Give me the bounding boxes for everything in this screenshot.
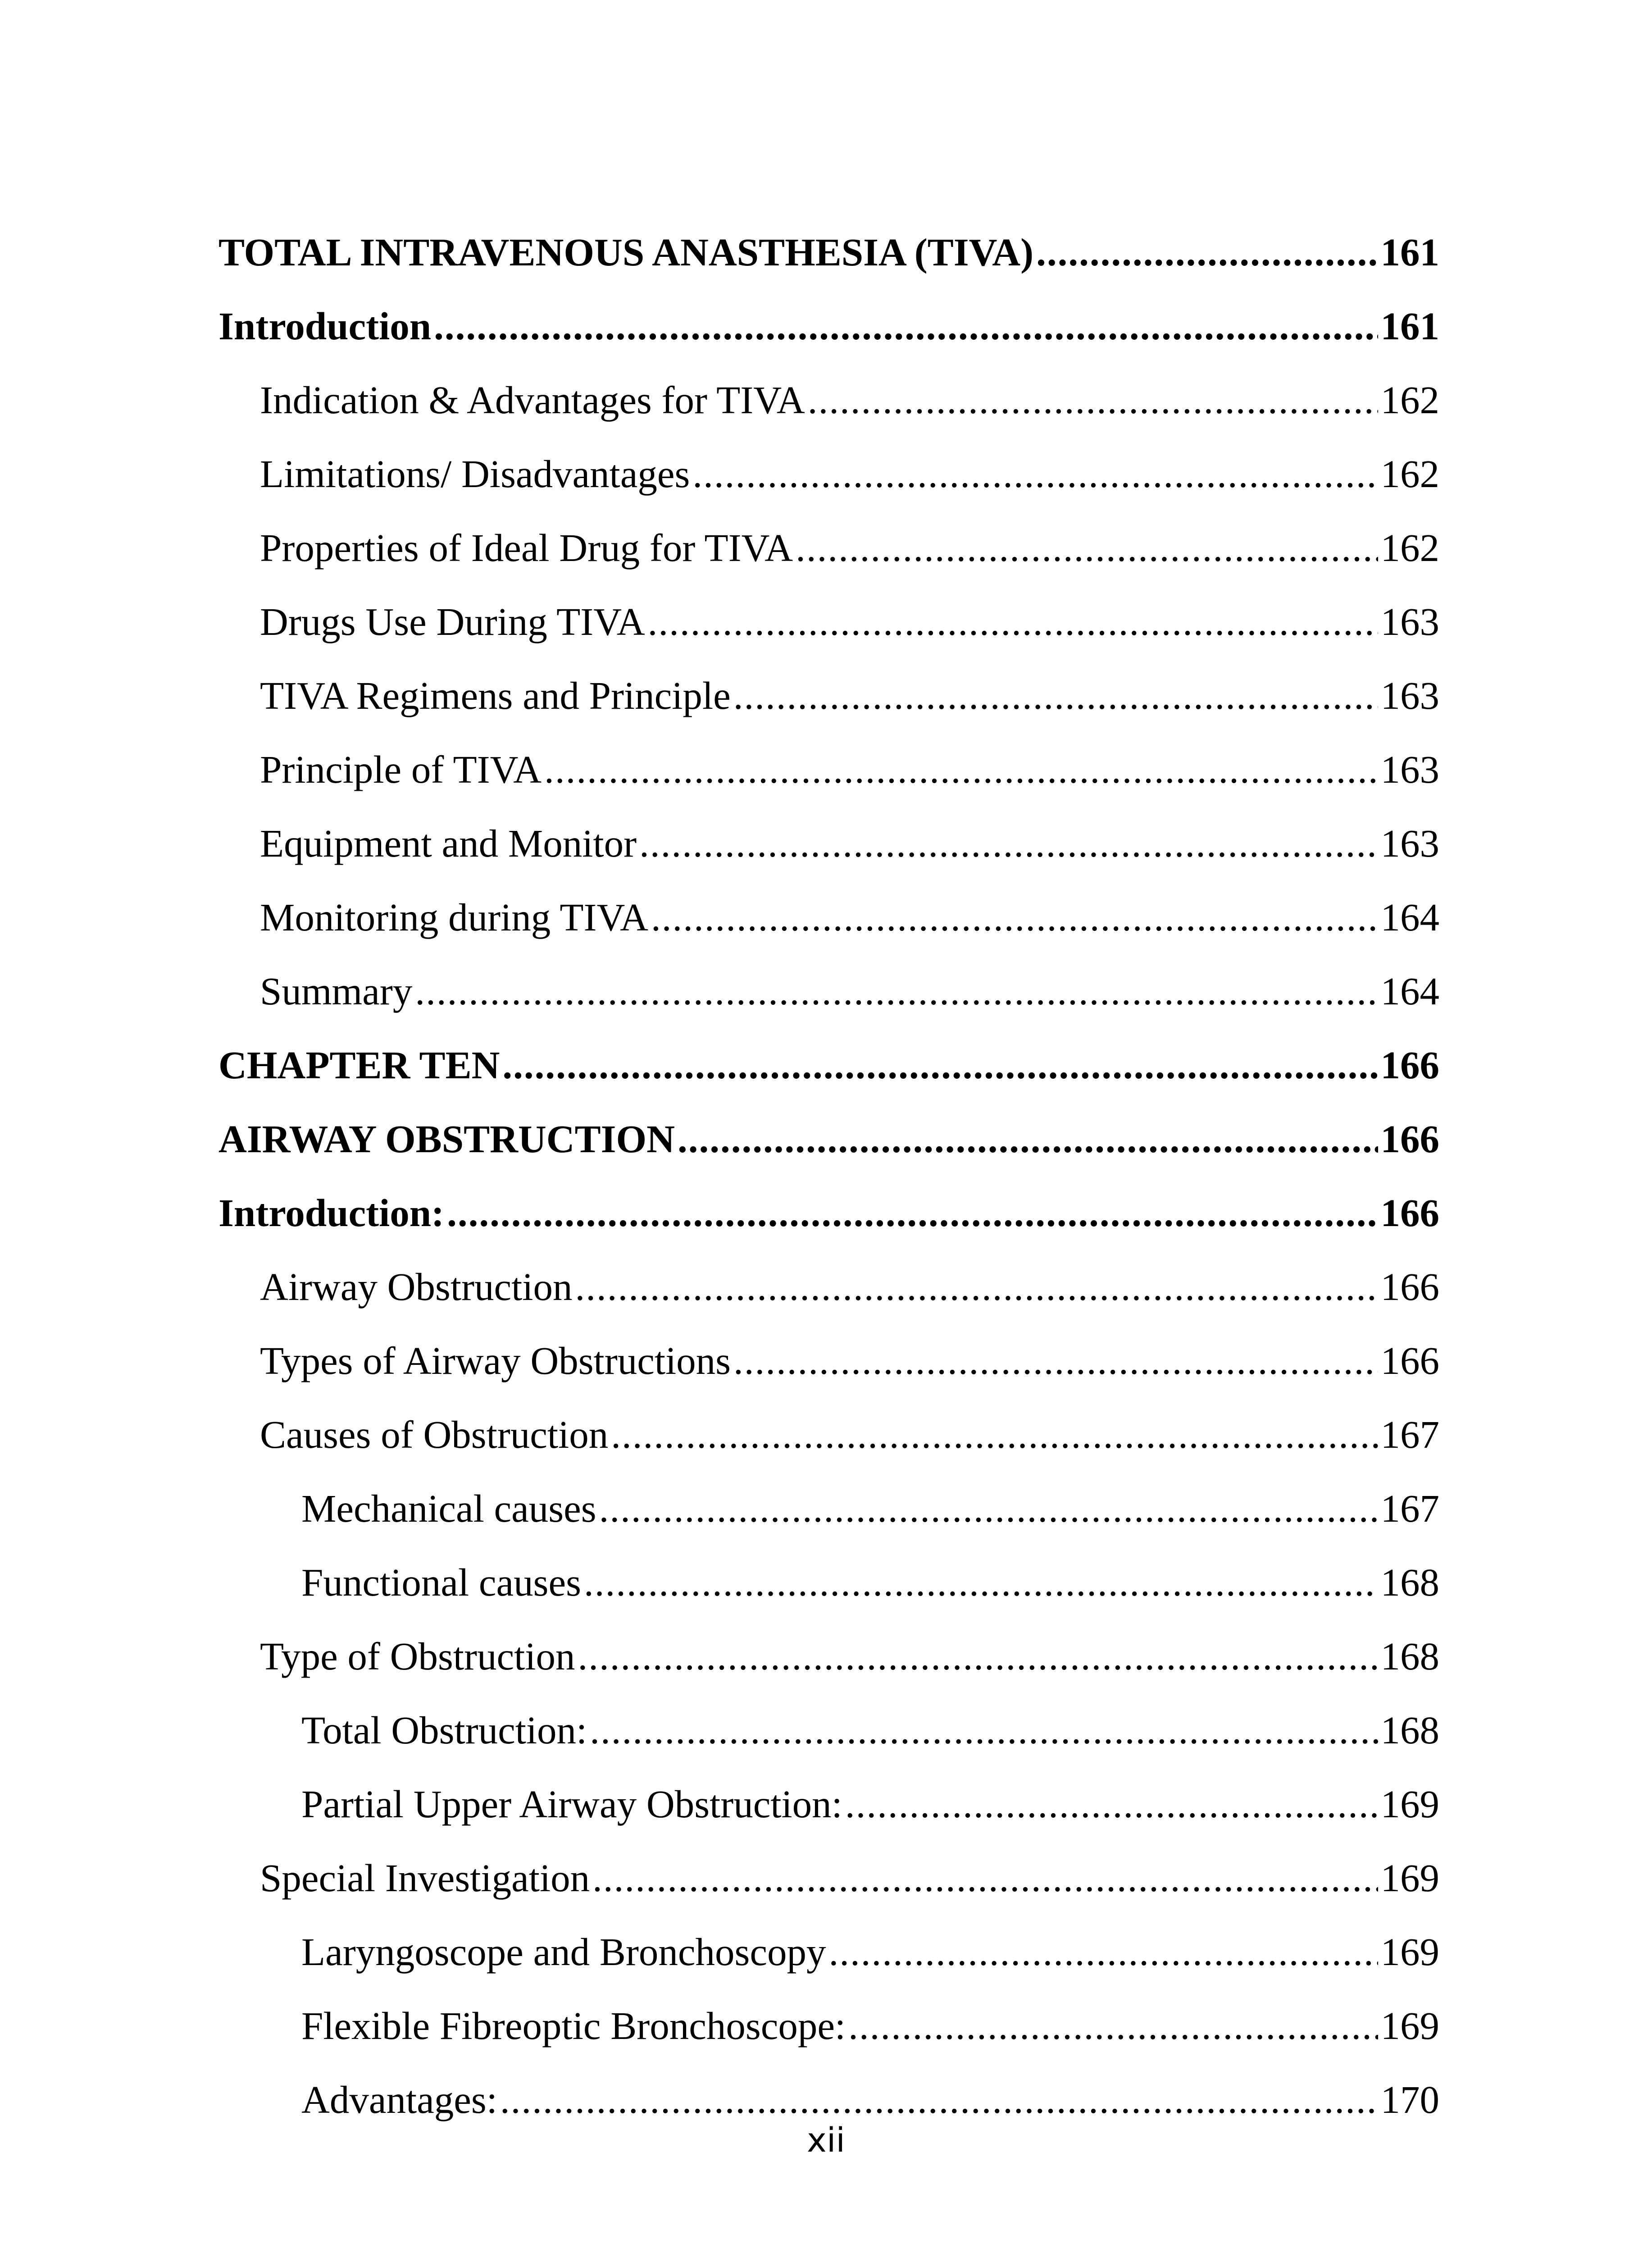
toc-entry-page: 166 — [1380, 1117, 1439, 1161]
toc-dot-leader — [848, 1989, 1378, 2063]
toc-entry[interactable] — [218, 659, 1439, 733]
toc-entry[interactable] — [218, 1915, 1439, 1989]
toc-entry-title: Drugs Use During TIVA — [260, 600, 645, 643]
toc-entry-page: 169 — [1380, 1856, 1439, 1900]
toc-dot-leader — [692, 437, 1378, 511]
toc-entry[interactable] — [218, 437, 1439, 511]
toc-entry-title: Properties of Ideal Drug for TIVA — [260, 526, 793, 570]
toc-entry-page: 166 — [1380, 1265, 1439, 1309]
toc-entry-title: Summary — [260, 969, 413, 1013]
toc-entry[interactable] — [218, 215, 1439, 289]
toc-entry-page: 161 — [1380, 230, 1439, 274]
toc-entry-title: Mechanical causes — [301, 1487, 596, 1530]
toc-dot-leader — [415, 954, 1378, 1028]
toc-entry-page: 170 — [1380, 2078, 1439, 2121]
toc-entry-page: 161 — [1380, 304, 1439, 348]
toc-entry-page: 162 — [1380, 452, 1439, 496]
toc-entry-title: Limitations/ Disadvantages — [260, 452, 690, 496]
toc-entry-title: Laryngoscope and Bronchoscopy — [301, 1930, 826, 1974]
toc-entry-page: 166 — [1380, 1191, 1439, 1235]
toc-dot-leader — [434, 289, 1378, 363]
toc-dot-leader — [544, 733, 1378, 807]
toc-entry-title: Types of Airway Obstructions — [260, 1339, 731, 1382]
toc-entry[interactable] — [218, 1176, 1439, 1250]
toc-dot-leader — [502, 1028, 1378, 1102]
toc-entry-title: Monitoring during TIVA — [260, 895, 648, 939]
toc-entry-title: Introduction: — [218, 1191, 445, 1235]
toc-entry[interactable] — [218, 1767, 1439, 1841]
toc-dot-leader — [733, 659, 1378, 733]
toc-dot-leader — [584, 1546, 1378, 1619]
toc-entry[interactable] — [218, 733, 1439, 807]
toc-entry[interactable] — [218, 1324, 1439, 1398]
toc-entry-title: Indication & Advantages for TIVA — [260, 378, 805, 422]
toc-entry[interactable] — [218, 1398, 1439, 1472]
toc-entry[interactable] — [218, 807, 1439, 880]
toc-entry-page: 163 — [1380, 674, 1439, 717]
toc-entry-title: Causes of Obstruction — [260, 1413, 609, 1456]
toc-entry-title: Equipment and Monitor — [260, 821, 637, 865]
toc-entry-page: 168 — [1380, 1708, 1439, 1752]
toc-dot-leader — [575, 1250, 1378, 1324]
toc-dot-leader — [651, 880, 1378, 954]
toc-entry-page: 169 — [1380, 1782, 1439, 1826]
toc-entry[interactable] — [218, 1841, 1439, 1915]
toc-entry[interactable] — [218, 585, 1439, 659]
toc-entry-page: 167 — [1380, 1487, 1439, 1530]
toc-entry-page: 162 — [1380, 526, 1439, 570]
toc-entry-page: 164 — [1380, 969, 1439, 1013]
toc-entry-title: Introduction — [218, 304, 432, 348]
toc-entry[interactable] — [218, 1989, 1439, 2063]
toc-entry-title: TOTAL INTRAVENOUS ANASTHESIA (TIVA) — [218, 230, 1034, 274]
toc-dot-leader — [808, 363, 1378, 437]
toc-entry-page: 168 — [1380, 1560, 1439, 1604]
toc-entry-title: Total Obstruction: — [301, 1708, 587, 1752]
toc-dot-leader — [592, 1841, 1378, 1915]
toc-entry-title: Special Investigation — [260, 1856, 590, 1900]
toc-entry-title: Advantages: — [301, 2078, 497, 2121]
toc-dot-leader — [590, 1693, 1378, 1767]
toc-dot-leader — [829, 1915, 1378, 1989]
toc-entry-page: 166 — [1380, 1339, 1439, 1382]
toc-entry[interactable] — [218, 363, 1439, 437]
toc-entry[interactable] — [218, 1250, 1439, 1324]
toc-entry-page: 169 — [1380, 2004, 1439, 2048]
toc-entry-page: 163 — [1380, 748, 1439, 791]
toc-entry[interactable] — [218, 1102, 1439, 1176]
toc-entry[interactable] — [218, 1472, 1439, 1546]
toc-entry[interactable] — [218, 1546, 1439, 1619]
toc-dot-leader — [639, 807, 1378, 880]
toc-entry-title: CHAPTER TEN — [218, 1043, 500, 1087]
toc-entry[interactable] — [218, 1619, 1439, 1693]
page-number: xii — [807, 2121, 845, 2160]
toc-entry[interactable] — [218, 511, 1439, 585]
toc-entry-page: 163 — [1380, 821, 1439, 865]
toc-entry[interactable] — [218, 954, 1439, 1028]
toc-dot-leader — [845, 1767, 1378, 1841]
toc-dot-leader — [648, 585, 1378, 659]
table-of-contents — [218, 215, 1439, 2137]
toc-entry[interactable] — [218, 1693, 1439, 1767]
toc-dot-leader — [599, 1472, 1378, 1546]
toc-dot-leader — [796, 511, 1378, 585]
toc-entry-title: Functional causes — [301, 1560, 581, 1604]
toc-dot-leader — [1036, 215, 1378, 289]
toc-entry-title: Partial Upper Airway Obstruction: — [301, 1782, 842, 1826]
toc-entry-title: Principle of TIVA — [260, 748, 542, 791]
toc-entry[interactable] — [218, 1028, 1439, 1102]
toc-entry[interactable] — [218, 880, 1439, 954]
toc-entry-page: 167 — [1380, 1413, 1439, 1456]
toc-dot-leader — [678, 1102, 1378, 1176]
toc-entry-title: Flexible Fibreoptic Bronchoscope: — [301, 2004, 846, 2048]
toc-entry-page: 162 — [1380, 378, 1439, 422]
toc-entry[interactable] — [218, 289, 1439, 363]
toc-dot-leader — [578, 1619, 1378, 1693]
toc-entry-page: 166 — [1380, 1043, 1439, 1087]
toc-entry-title: AIRWAY OBSTRUCTION — [218, 1117, 675, 1161]
toc-entry-title: Airway Obstruction — [260, 1265, 573, 1309]
toc-entry-page: 168 — [1380, 1634, 1439, 1678]
toc-entry-page: 163 — [1380, 600, 1439, 643]
toc-dot-leader — [611, 1398, 1378, 1472]
toc-entry-title: TIVA Regimens and Principle — [260, 674, 731, 717]
toc-entry-page: 169 — [1380, 1930, 1439, 1974]
toc-dot-leader — [733, 1324, 1378, 1398]
toc-dot-leader — [447, 1176, 1378, 1250]
toc-entry-title: Type of Obstruction — [260, 1634, 575, 1678]
toc-entry-page: 164 — [1380, 895, 1439, 939]
